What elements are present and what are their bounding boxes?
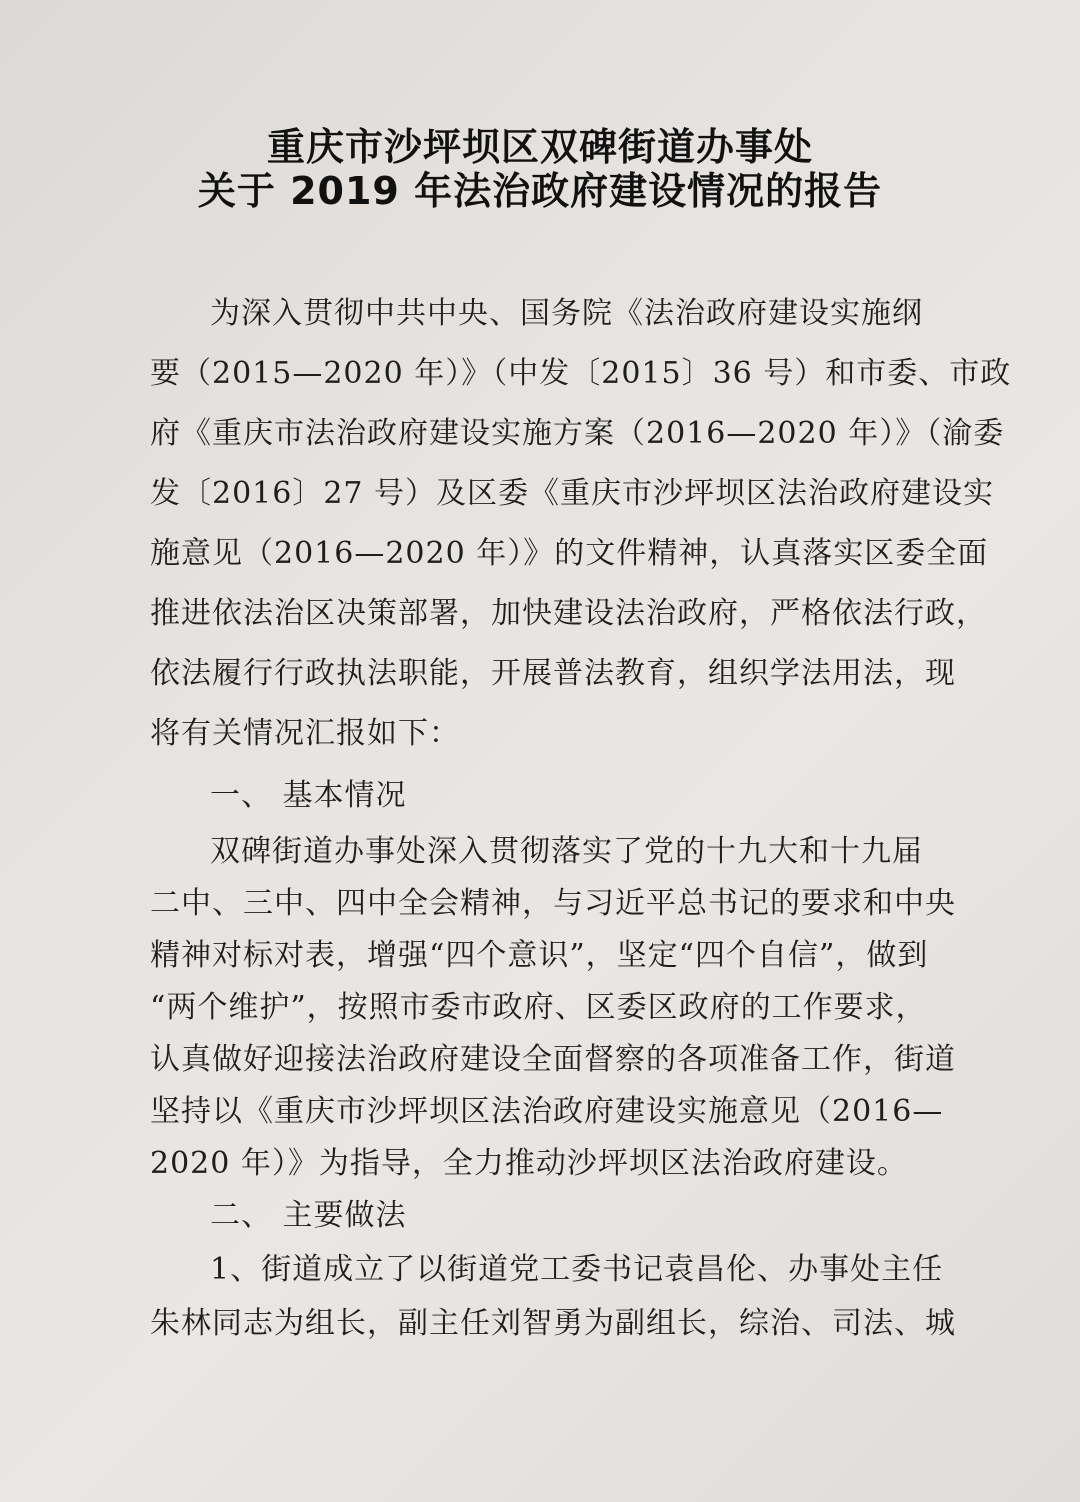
section1-line: 2020 年）》为指导，全力推动沙坪坝区法治政府建设。 [150, 1146, 908, 1181]
intro-line: 将有关情况汇报如下： [150, 716, 460, 751]
section1-line: 二中、三中、四中全会精神，与习近平总书记的要求和中央 [150, 886, 956, 921]
section1-line: 双碑街道办事处深入贯彻落实了党的十九大和十九届 [210, 834, 923, 869]
section1-line: 认真做好迎接法治政府建设全面督察的各项准备工作，街道 [150, 1042, 956, 1077]
section-heading-practices: 二、 主要做法 [210, 1198, 407, 1233]
intro-line: 为深入贯彻中共中央、国务院《法治政府建设实施纲 [210, 296, 923, 331]
intro-line: 施意见（2016—2020 年）》的文件精神，认真落实区委全面 [150, 536, 989, 571]
intro-line: 要（2015—2020 年）》（中发〔2015〕36 号）和市委、市政 [150, 356, 1012, 391]
section1-line: 精神对标对表，增强“四个意识”，坚定“四个自信”，做到 [150, 938, 929, 973]
section2-line: 1、街道成立了以街道党工委书记袁昌伦、办事处主任 [210, 1252, 944, 1287]
section2-line: 朱林同志为组长，副主任刘智勇为副组长，综治、司法、城 [150, 1306, 956, 1341]
section1-line: 坚持以《重庆市沙坪坝区法治政府建设实施意见（2016— [150, 1094, 944, 1129]
intro-line: 府《重庆市法治政府建设实施方案（2016—2020 年）》（渝委 [150, 416, 1005, 451]
document-title-line-2: 关于 2019 年法治政府建设情况的报告 [197, 169, 883, 213]
intro-line: 推进依法治区决策部署，加快建设法治政府，严格依法行政， [150, 596, 987, 631]
intro-line: 发〔2016〕27 号）及区委《重庆市沙坪坝区法治政府建设实 [150, 476, 995, 511]
section1-line: “两个维护”，按照市委市政府、区委区政府的工作要求， [150, 990, 927, 1025]
section-heading-basic: 一、 基本情况 [210, 778, 407, 813]
intro-line: 依法履行行政执法职能，开展普法教育，组织学法用法，现 [150, 656, 956, 691]
document-title-line-1: 重庆市沙坪坝区双碑街道办事处 [266, 125, 813, 169]
